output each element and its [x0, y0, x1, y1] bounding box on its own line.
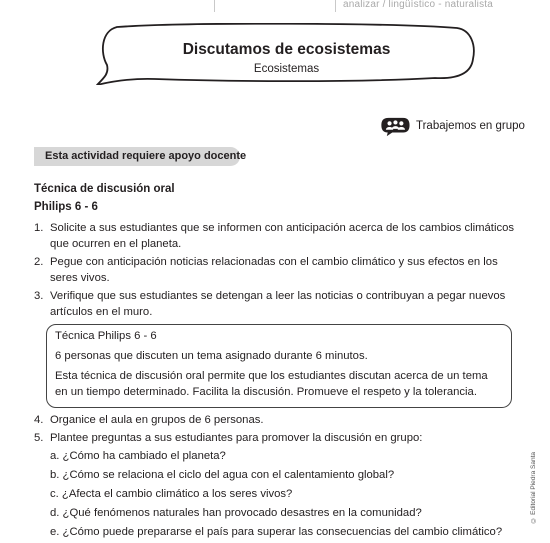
steps-list [34, 220, 524, 543]
question-item: e. ¿Cómo puede prepararse el país para superar las consecuencias del cambio climático? [50, 526, 503, 538]
header-divider [214, 0, 215, 12]
banner-text: Esta actividad requiere apoyo docente [45, 150, 247, 162]
step-number: 2. [34, 256, 44, 268]
technique-name: Philips 6 - 6 [34, 201, 98, 213]
intelligence-tags: analizar / lingüístico - naturalista [343, 0, 494, 10]
info-box-title: Técnica Philips 6 - 6 [55, 330, 157, 342]
list-item [34, 430, 524, 446]
technique-info-box [46, 324, 512, 408]
teacher-support-banner [34, 147, 247, 166]
info-box-line: 6 personas que discuten un tema asignado durante 6 minutos. [55, 350, 368, 362]
step-number: 4. [34, 414, 44, 426]
publisher-credit: © Editorial Piedra Santa [530, 452, 537, 524]
step-text: Pegue con anticipación noticias relacionadas con el cambio climático y sus efectos en los seres vivos. [50, 256, 498, 284]
question-item: d. ¿Qué fenómenos naturales han provocado desastres en la comunidad? [50, 507, 422, 519]
question-item: a. ¿Cómo ha cambiado el planeta? [50, 450, 226, 462]
step-number: 5. [34, 432, 44, 444]
header-divider [335, 0, 336, 12]
list-item [34, 412, 524, 428]
list-item [34, 288, 524, 320]
page-title: Discutamos de ecosistemas [182, 41, 391, 58]
list-item [34, 254, 524, 286]
questions-list [34, 448, 524, 540]
section-title: Técnica de discusión oral [34, 183, 175, 195]
title-frame [95, 23, 478, 85]
step-text: Solicite a sus estudiantes que se informen con anticipación acerca de los cambios climáticos que ocurren en el planeta. [50, 222, 515, 250]
step-number: 3. [34, 290, 44, 302]
top-header-bar [0, 0, 550, 16]
group-work-label: Trabajemos en grupo [416, 120, 525, 132]
group-icon [378, 117, 412, 137]
step-text: Organice el aula en grupos de 6 personas. [50, 414, 264, 426]
question-item: c. ¿Afecta el cambio climático a los seres vivos? [50, 488, 293, 500]
page-subtitle: Ecosistemas [253, 63, 320, 75]
step-number: 1. [34, 222, 44, 234]
step-text: Plantee preguntas a sus estudiantes para promover la discusión en grupo: [50, 432, 423, 444]
info-box-description: Esta técnica de discusión oral permite que los estudiantes discutan acerca de un tema en un tiempo determinado. Facilita la discusión. Promueve el respeto y la tolerancia. [55, 370, 488, 398]
step-text: Verifique que sus estudiantes se detengan a leer las noticias o contribuyan a pegar nuevos artículos en el muro. [50, 290, 506, 318]
list-item [34, 220, 524, 252]
question-item: b. ¿Cómo se relaciona el ciclo del agua con el calentamiento global? [50, 469, 395, 481]
